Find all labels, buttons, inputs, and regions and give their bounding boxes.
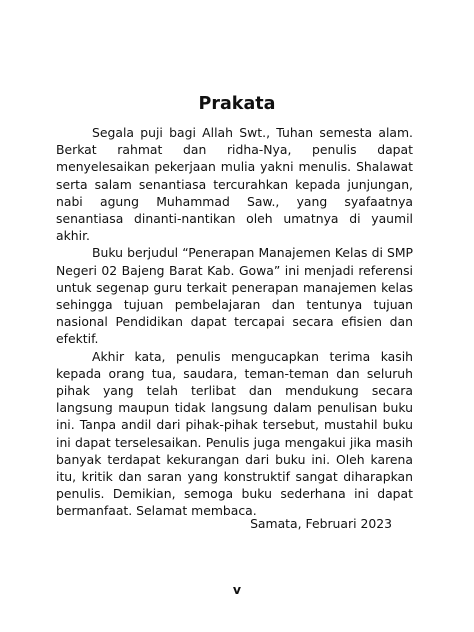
paragraph: Segala puji bagi Allah Swt., Tuhan semesta alam. Berkat rahmat dan ridha-Nya, penulis dapat menyelesaikan pekerjaan mulia yakni menulis. Shalawat serta salam senantiasa tercurahkan kepada junjungan, nabi agung Muhammad Saw., yang syafaatnya senantiasa dinanti-nantikan oleh umatnya di yaumil akhir. [56, 125, 413, 244]
page-title: Prakata [198, 94, 276, 114]
page-number: v [232, 582, 242, 597]
signoff-place-date: Samata, Februari 2023 [250, 516, 392, 531]
paragraph: Buku berjudul “Penerapan Manajemen Kelas di SMP Negeri 02 Bajeng Barat Kab. Gowa” ini menjadi referensi untuk segenap guru terkait penerapan manajemen kelas sehingga tujuan pembelajaran dan tentunya tujuan nasional Pendidikan dapat tercapai secara efisien dan efektif. [56, 245, 413, 347]
body-text [56, 124, 413, 520]
paragraph: Akhir kata, penulis mengucapkan terima kasih kepada orang tua, saudara, teman-teman dan seluruh pihak yang telah terlibat dan mendukung secara langsung maupun tidak langsung dalam penulisan buku ini. Tanpa andil dari pihak-pihak tersebut, mustahil buku ini dapat terselesaikan. Penulis juga mengakui jika masih banyak terdapat kekurangan dari buku ini. Oleh karena itu, kritik dan saran yang konstruktif sangat diharapkan penulis. Demikian, semoga buku sederhana ini dapat bermanfaat. Selamat membaca. [56, 348, 413, 519]
